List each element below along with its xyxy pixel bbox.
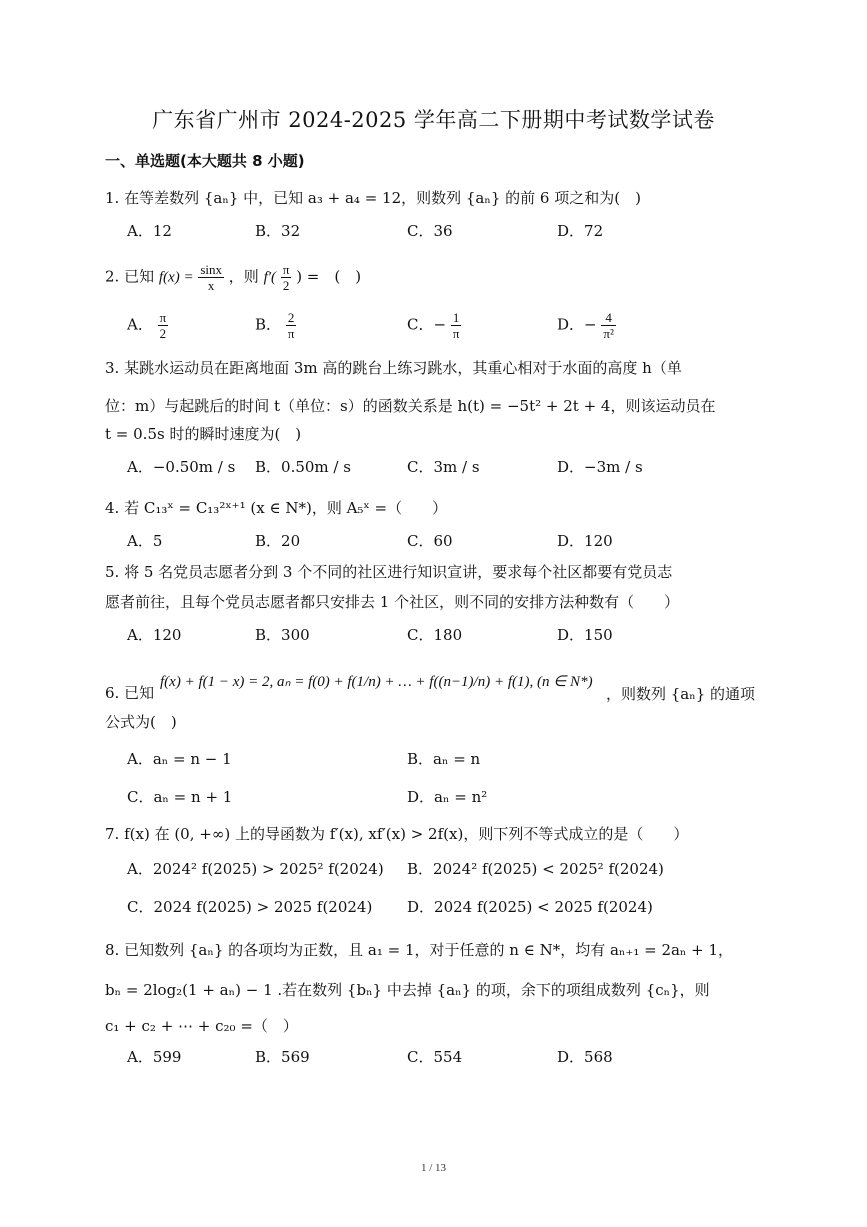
q2-option-b-num: 2: [286, 310, 297, 326]
question-3-line-1: 3. 某跳水运动员在距离地面 3m 高的跳台上练习跳水，其重心相对于水面的高度 h（单: [105, 359, 682, 377]
q4-option-d: D．120: [557, 532, 613, 550]
q2-option-b-letter: B．: [255, 315, 282, 334]
question-6-line-2: 公式为( ): [105, 713, 177, 731]
q4-option-c: C．60: [407, 532, 453, 550]
q1-option-d: D．72: [557, 222, 604, 240]
q8-option-a: A．599: [127, 1048, 182, 1066]
q2-option-b: [255, 310, 296, 341]
q2-option-a: [127, 310, 168, 341]
q2-option-c-den: π: [452, 326, 460, 341]
section-heading: 一、单选题(本大题共 8 小题): [105, 152, 305, 170]
q5-option-c: C．180: [407, 626, 463, 644]
q2-frac-num: sinx: [200, 262, 223, 277]
q2-option-d: [557, 310, 616, 341]
q2-option-c-letter: C．−: [407, 315, 447, 334]
q2-prefix: 2. 已知: [105, 267, 155, 286]
q2-fx: f(x) =: [158, 269, 194, 286]
q6-tail: ，则数列 {aₙ} 的通项: [606, 685, 756, 703]
q2-option-d-letter: D．−: [557, 315, 597, 334]
q5-option-b: B．300: [255, 626, 310, 644]
q6-formula: f(x) + f(1 − x) = 2, aₙ = f(0) + f(1/n) + … + f((n−1)/n) + f(1), (n ∈ N*): [160, 674, 593, 690]
exam-title: 广东省广州市 2024-2025 学年高二下册期中考试数学试卷: [152, 108, 715, 132]
q6-option-b: B．aₙ = n: [407, 750, 481, 768]
q2-pi-fraction: [281, 262, 292, 293]
q2-option-d-den: π²: [603, 326, 614, 341]
q2-frac-den: x: [207, 278, 215, 293]
question-3-line-2: 位：m）与起跳后的时间 t（单位：s）的函数关系是 h(t) = −5t² + 2t + 4，则该运动员在: [105, 397, 716, 415]
q2-option-a-den: 2: [159, 326, 167, 341]
q5-option-a: A．120: [127, 626, 182, 644]
q2-suffix: ) = ( ): [296, 267, 362, 286]
question-5-line-2: 愿者前往，且每个党员志愿者都只安排去 1 个社区，则不同的安排方法种数有（ ）: [105, 593, 680, 611]
question-3-line-3: t = 0.5s 时的瞬时速度为( ): [105, 425, 302, 443]
q2-option-c-num: 1: [451, 310, 462, 326]
q2-pi-num: π: [282, 262, 290, 277]
q4-option-a: A．5: [127, 532, 163, 550]
q7-option-b: B．2024² f(2025) < 2025² f(2024): [407, 860, 664, 878]
question-2: [105, 262, 755, 293]
question-1: 1. 在等差数列 {aₙ} 中，已知 a₃ + a₄ = 12，则数列 {aₙ} 的前 6 项之和为( ): [105, 189, 641, 207]
q6-option-a: A．aₙ = n − 1: [127, 750, 232, 768]
q2-mid: ，则: [228, 267, 259, 286]
question-7: 7. f(x) 在 (0, +∞) 上的导函数为 f′(x), xf′(x) > 2f(x)，则下列不等式成立的是（ ）: [105, 825, 689, 843]
q1-option-c: C．36: [407, 222, 453, 240]
q1-option-b: B．32: [255, 222, 301, 240]
question-8-line-2: bₙ = 2log₂(1 + aₙ) − 1 .若在数列 {bₙ} 中去掉 {aₙ} 的项，余下的项组成数列 {cₙ}，则: [105, 981, 710, 999]
q6-option-d: D．aₙ = n²: [407, 788, 488, 806]
q8-option-d: D．568: [557, 1048, 613, 1066]
q3-option-d: D．−3m / s: [557, 458, 643, 476]
q6-option-c: C．aₙ = n + 1: [127, 788, 233, 806]
q2-option-c: [407, 310, 461, 341]
q4-option-b: B．20: [255, 532, 301, 550]
question-8-line-3: c₁ + c₂ + ⋯ + c₂₀ =（ ）: [105, 1017, 298, 1035]
q3-option-c: C．3m / s: [407, 458, 480, 476]
q2-option-a-num: π: [159, 310, 167, 325]
q2-option-d-num: 4: [601, 310, 615, 326]
q3-option-b: B．0.50m / s: [255, 458, 351, 476]
q7-option-c: C．2024 f(2025) > 2025 f(2024): [127, 898, 373, 916]
q2-fprime: f′(: [263, 269, 277, 286]
question-5-line-1: 5. 将 5 名党员志愿者分到 3 个不同的社区进行知识宣讲，要求每个社区都要有党员志: [105, 563, 673, 581]
q2-option-b-den: π: [287, 326, 295, 341]
question-4: 4. 若 C₁₃ˣ = C₁₃²ˣ⁺¹ (x ∈ N*)，则 A₅ˣ =（ ）: [105, 499, 448, 517]
page-number: 1 / 13: [420, 1162, 447, 1174]
q3-option-a: A．−0.50m / s: [127, 458, 236, 476]
q8-option-b: B．569: [255, 1048, 310, 1066]
q5-option-d: D．150: [557, 626, 613, 644]
q7-option-d: D．2024 f(2025) < 2025 f(2024): [407, 898, 653, 916]
q2-fraction: [198, 262, 224, 293]
q7-option-a: A．2024² f(2025) > 2025² f(2024): [127, 860, 384, 878]
question-6-prefix: 6. 已知: [105, 684, 155, 702]
q2-pi-den: 2: [282, 278, 290, 293]
question-8-line-1: 8. 已知数列 {aₙ} 的各项均为正数，且 a₁ = 1，对于任意的 n ∈ N*，均有 aₙ₊₁ = 2aₙ + 1，: [105, 941, 734, 959]
q2-option-a-letter: A．: [127, 315, 153, 334]
q8-option-c: C．554: [407, 1048, 463, 1066]
q1-option-a: A．12: [127, 222, 172, 240]
